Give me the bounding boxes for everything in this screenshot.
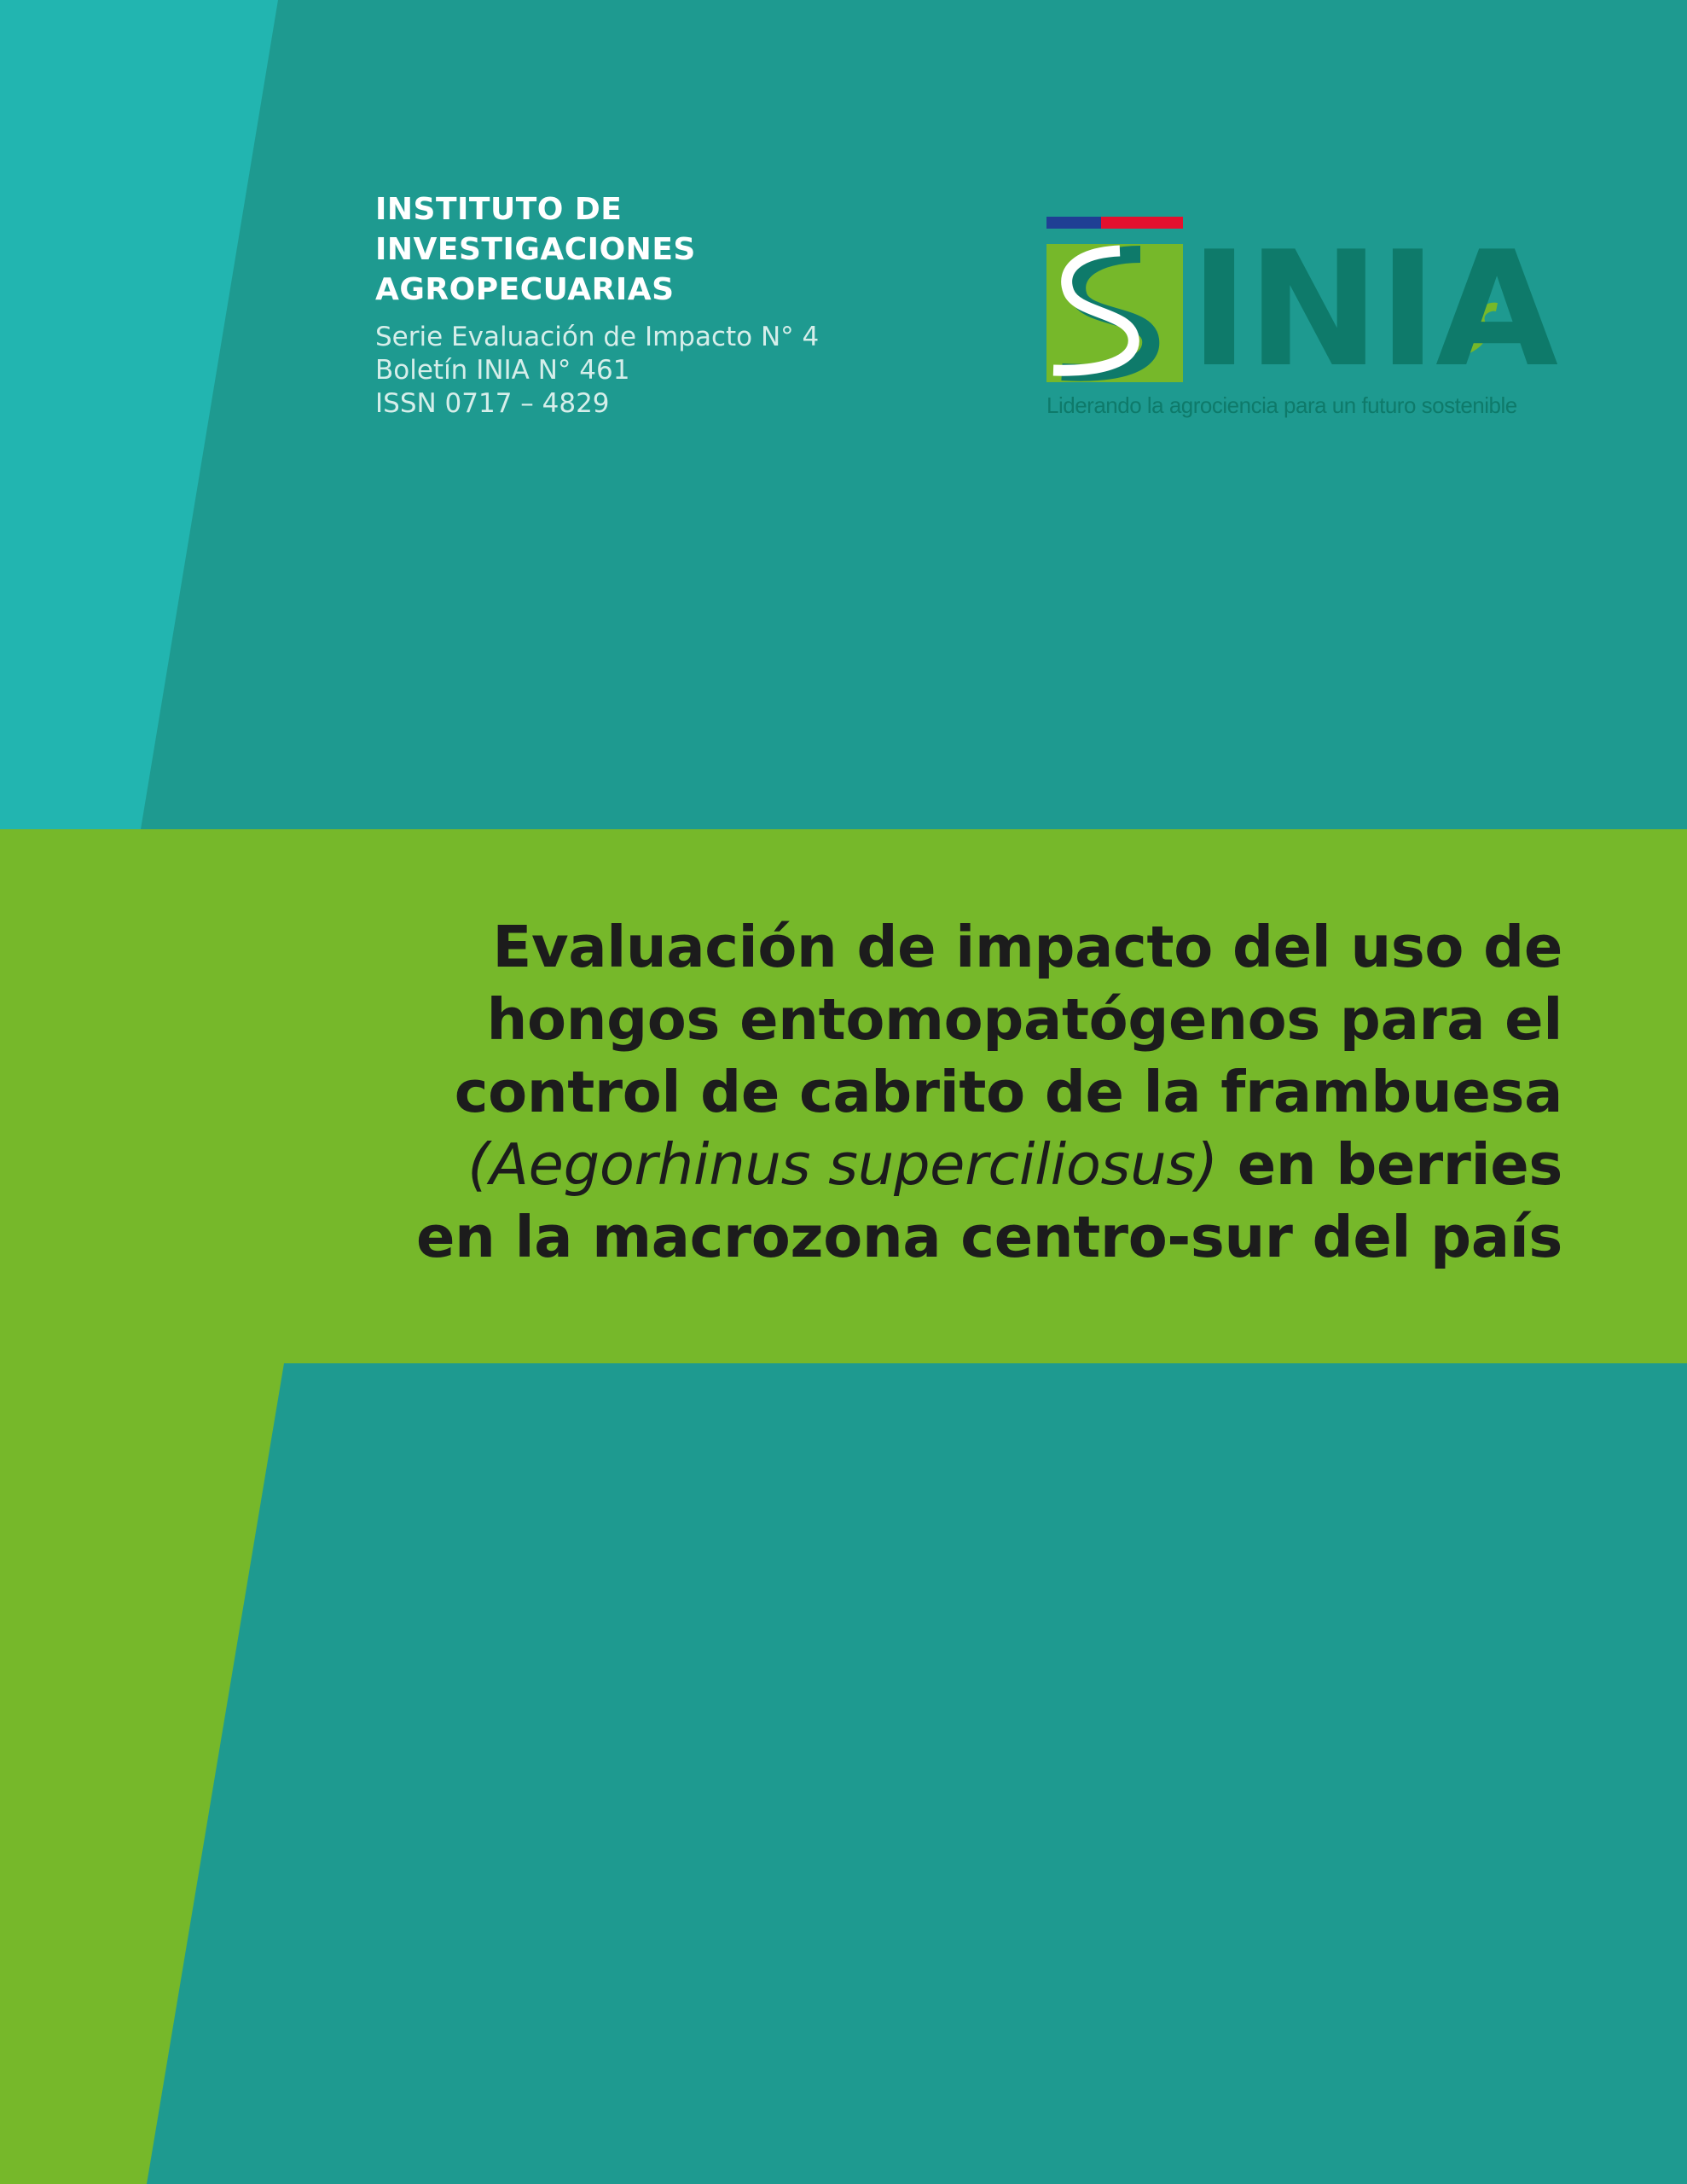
title-line	[232, 1129, 1562, 1201]
bulletin-line: Boletín INIA N° 461	[375, 355, 630, 386]
institute-line: INSTITUTO DE	[375, 192, 623, 227]
series-info	[375, 321, 819, 421]
institute-line: INVESTIGACIONES	[375, 232, 696, 267]
series-line: Serie Evaluación de Impacto N° 4	[375, 322, 820, 352]
institute-name	[375, 189, 696, 310]
title-line-rest: en berries	[1217, 1131, 1562, 1198]
species-name: (Aegorhinus superciliosus)	[467, 1131, 1218, 1198]
inia-wordmark: INIA	[1190, 217, 1557, 402]
title-line: control de cabrito de la frambuesa	[454, 1059, 1562, 1125]
inia-logo	[1045, 213, 1557, 427]
title-line: en la macrozona centro-sur del país	[416, 1204, 1562, 1270]
title-line: hongos entomopatógenos para el	[486, 986, 1562, 1053]
institute-line: AGROPECUARIAS	[375, 272, 675, 307]
title-line: Evaluación de impacto del uso de	[492, 914, 1562, 980]
logo-tagline: Liderando la agrociencia para un futuro sostenible	[1046, 392, 1517, 418]
issn-line: ISSN 0717 – 4829	[375, 388, 610, 419]
report-title	[232, 911, 1562, 1274]
